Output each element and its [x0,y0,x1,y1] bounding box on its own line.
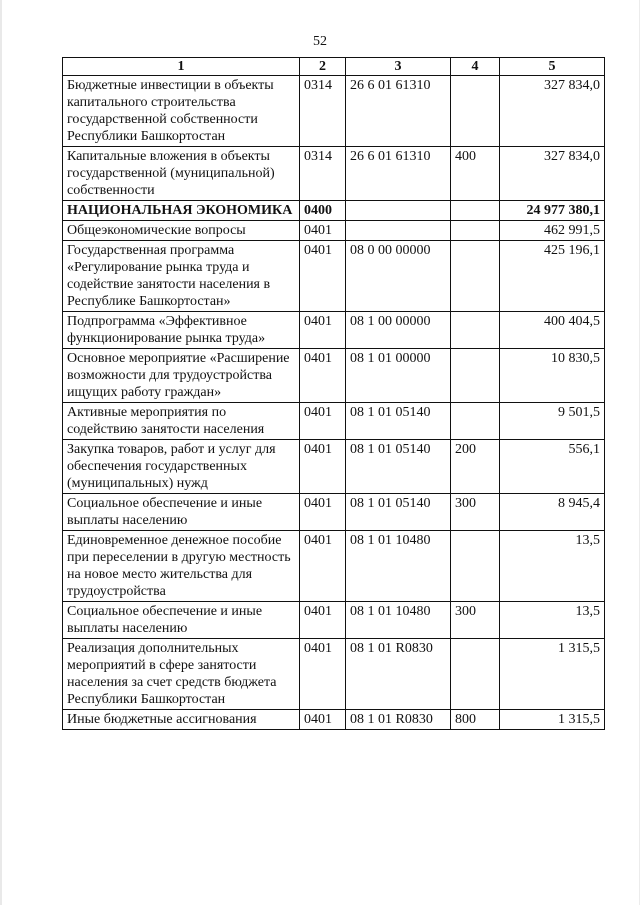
row-section-code: 0400 [300,201,346,221]
table-row [63,349,605,403]
row-name: Подпрограмма «Эффективное функционирование рынка труда» [63,312,300,349]
table-row [63,639,605,710]
row-name: Капитальные вложения в объекты государственной (муниципальной) собственности [63,147,300,201]
row-expense-type [451,639,500,710]
row-name: Социальное обеспечение и иные выплаты населению [63,494,300,531]
row-expense-type: 300 [451,494,500,531]
row-name: Закупка товаров, работ и услуг для обеспечения государственных (муниципальных) нужд [63,440,300,494]
row-amount: 24 977 380,1 [500,201,605,221]
table-row [63,710,605,730]
header-cell: 1 [63,58,300,76]
row-target-code: 26 6 01 61310 [346,76,451,147]
row-section-code: 0314 [300,147,346,201]
row-expense-type: 400 [451,147,500,201]
row-target-code: 08 1 01 10480 [346,531,451,602]
row-section-code: 0401 [300,710,346,730]
row-amount: 556,1 [500,440,605,494]
row-amount: 1 315,5 [500,710,605,730]
row-amount: 10 830,5 [500,349,605,403]
row-amount: 1 315,5 [500,639,605,710]
table-row [63,201,605,221]
row-section-code: 0401 [300,440,346,494]
row-target-code: 08 1 00 00000 [346,312,451,349]
row-target-code: 08 1 01 10480 [346,602,451,639]
table-row [63,403,605,440]
row-expense-type: 200 [451,440,500,494]
row-amount: 13,5 [500,531,605,602]
table-row [63,440,605,494]
row-target-code: 08 1 01 05140 [346,403,451,440]
header-row [63,58,605,76]
row-name: Активные мероприятия по содействию занятости населения [63,403,300,440]
row-target-code: 08 1 01 R0830 [346,639,451,710]
row-expense-type [451,201,500,221]
row-section-code: 0401 [300,241,346,312]
row-expense-type [451,76,500,147]
row-expense-type [451,241,500,312]
row-name: Основное мероприятие «Расширение возможности для трудоустройства ищущих работу граждан» [63,349,300,403]
row-amount: 13,5 [500,602,605,639]
table-row [63,602,605,639]
table-row [63,147,605,201]
row-expense-type [451,349,500,403]
row-expense-type [451,403,500,440]
row-target-code: 08 1 01 05140 [346,494,451,531]
scan-edge [0,0,2,905]
row-amount: 327 834,0 [500,76,605,147]
table-body [63,76,605,730]
table-row [63,531,605,602]
page-number: 52 [313,34,327,49]
row-name: Единовременное денежное пособие при переселении в другую местность на новое место жительства для трудоустройства [63,531,300,602]
row-section-code: 0401 [300,531,346,602]
row-section-code: 0401 [300,403,346,440]
row-target-code: 08 0 00 00000 [346,241,451,312]
row-target-code: 08 1 01 05140 [346,440,451,494]
row-expense-type: 300 [451,602,500,639]
row-amount: 400 404,5 [500,312,605,349]
row-expense-type: 800 [451,710,500,730]
row-expense-type [451,531,500,602]
header-cell: 3 [346,58,451,76]
row-section-code: 0401 [300,494,346,531]
row-name: Государственная программа «Регулирование рынка труда и содействие занятости населения в Республике Башкортостан» [63,241,300,312]
row-expense-type [451,312,500,349]
row-section-code: 0401 [300,349,346,403]
row-section-code: 0401 [300,602,346,639]
row-amount: 8 945,4 [500,494,605,531]
row-name: Социальное обеспечение и иные выплаты населению [63,602,300,639]
row-name: Бюджетные инвестиции в объекты капитального строительства государственной собственности Республики Башкортостан [63,76,300,147]
row-target-code: 08 1 01 00000 [346,349,451,403]
row-section-code: 0314 [300,76,346,147]
row-name: НАЦИОНАЛЬНАЯ ЭКОНОМИКА [63,201,300,221]
header-cell: 2 [300,58,346,76]
row-target-code [346,201,451,221]
header-cell: 4 [451,58,500,76]
row-section-code: 0401 [300,312,346,349]
row-target-code: 26 6 01 61310 [346,147,451,201]
row-amount: 9 501,5 [500,403,605,440]
table-row [63,221,605,241]
table-row [63,241,605,312]
row-name: Иные бюджетные ассигнования [63,710,300,730]
row-amount: 327 834,0 [500,147,605,201]
table-row [63,494,605,531]
row-target-code: 08 1 01 R0830 [346,710,451,730]
row-target-code [346,221,451,241]
row-expense-type [451,221,500,241]
row-amount: 425 196,1 [500,241,605,312]
table-row [63,312,605,349]
row-name: Реализация дополнительных мероприятий в сфере занятости населения за счет средств бюджета Республики Башкортостан [63,639,300,710]
header-cell: 5 [500,58,605,76]
table-row [63,76,605,147]
row-amount: 462 991,5 [500,221,605,241]
row-name: Общеэкономические вопросы [63,221,300,241]
budget-table [62,57,605,730]
row-section-code: 0401 [300,221,346,241]
row-section-code: 0401 [300,639,346,710]
